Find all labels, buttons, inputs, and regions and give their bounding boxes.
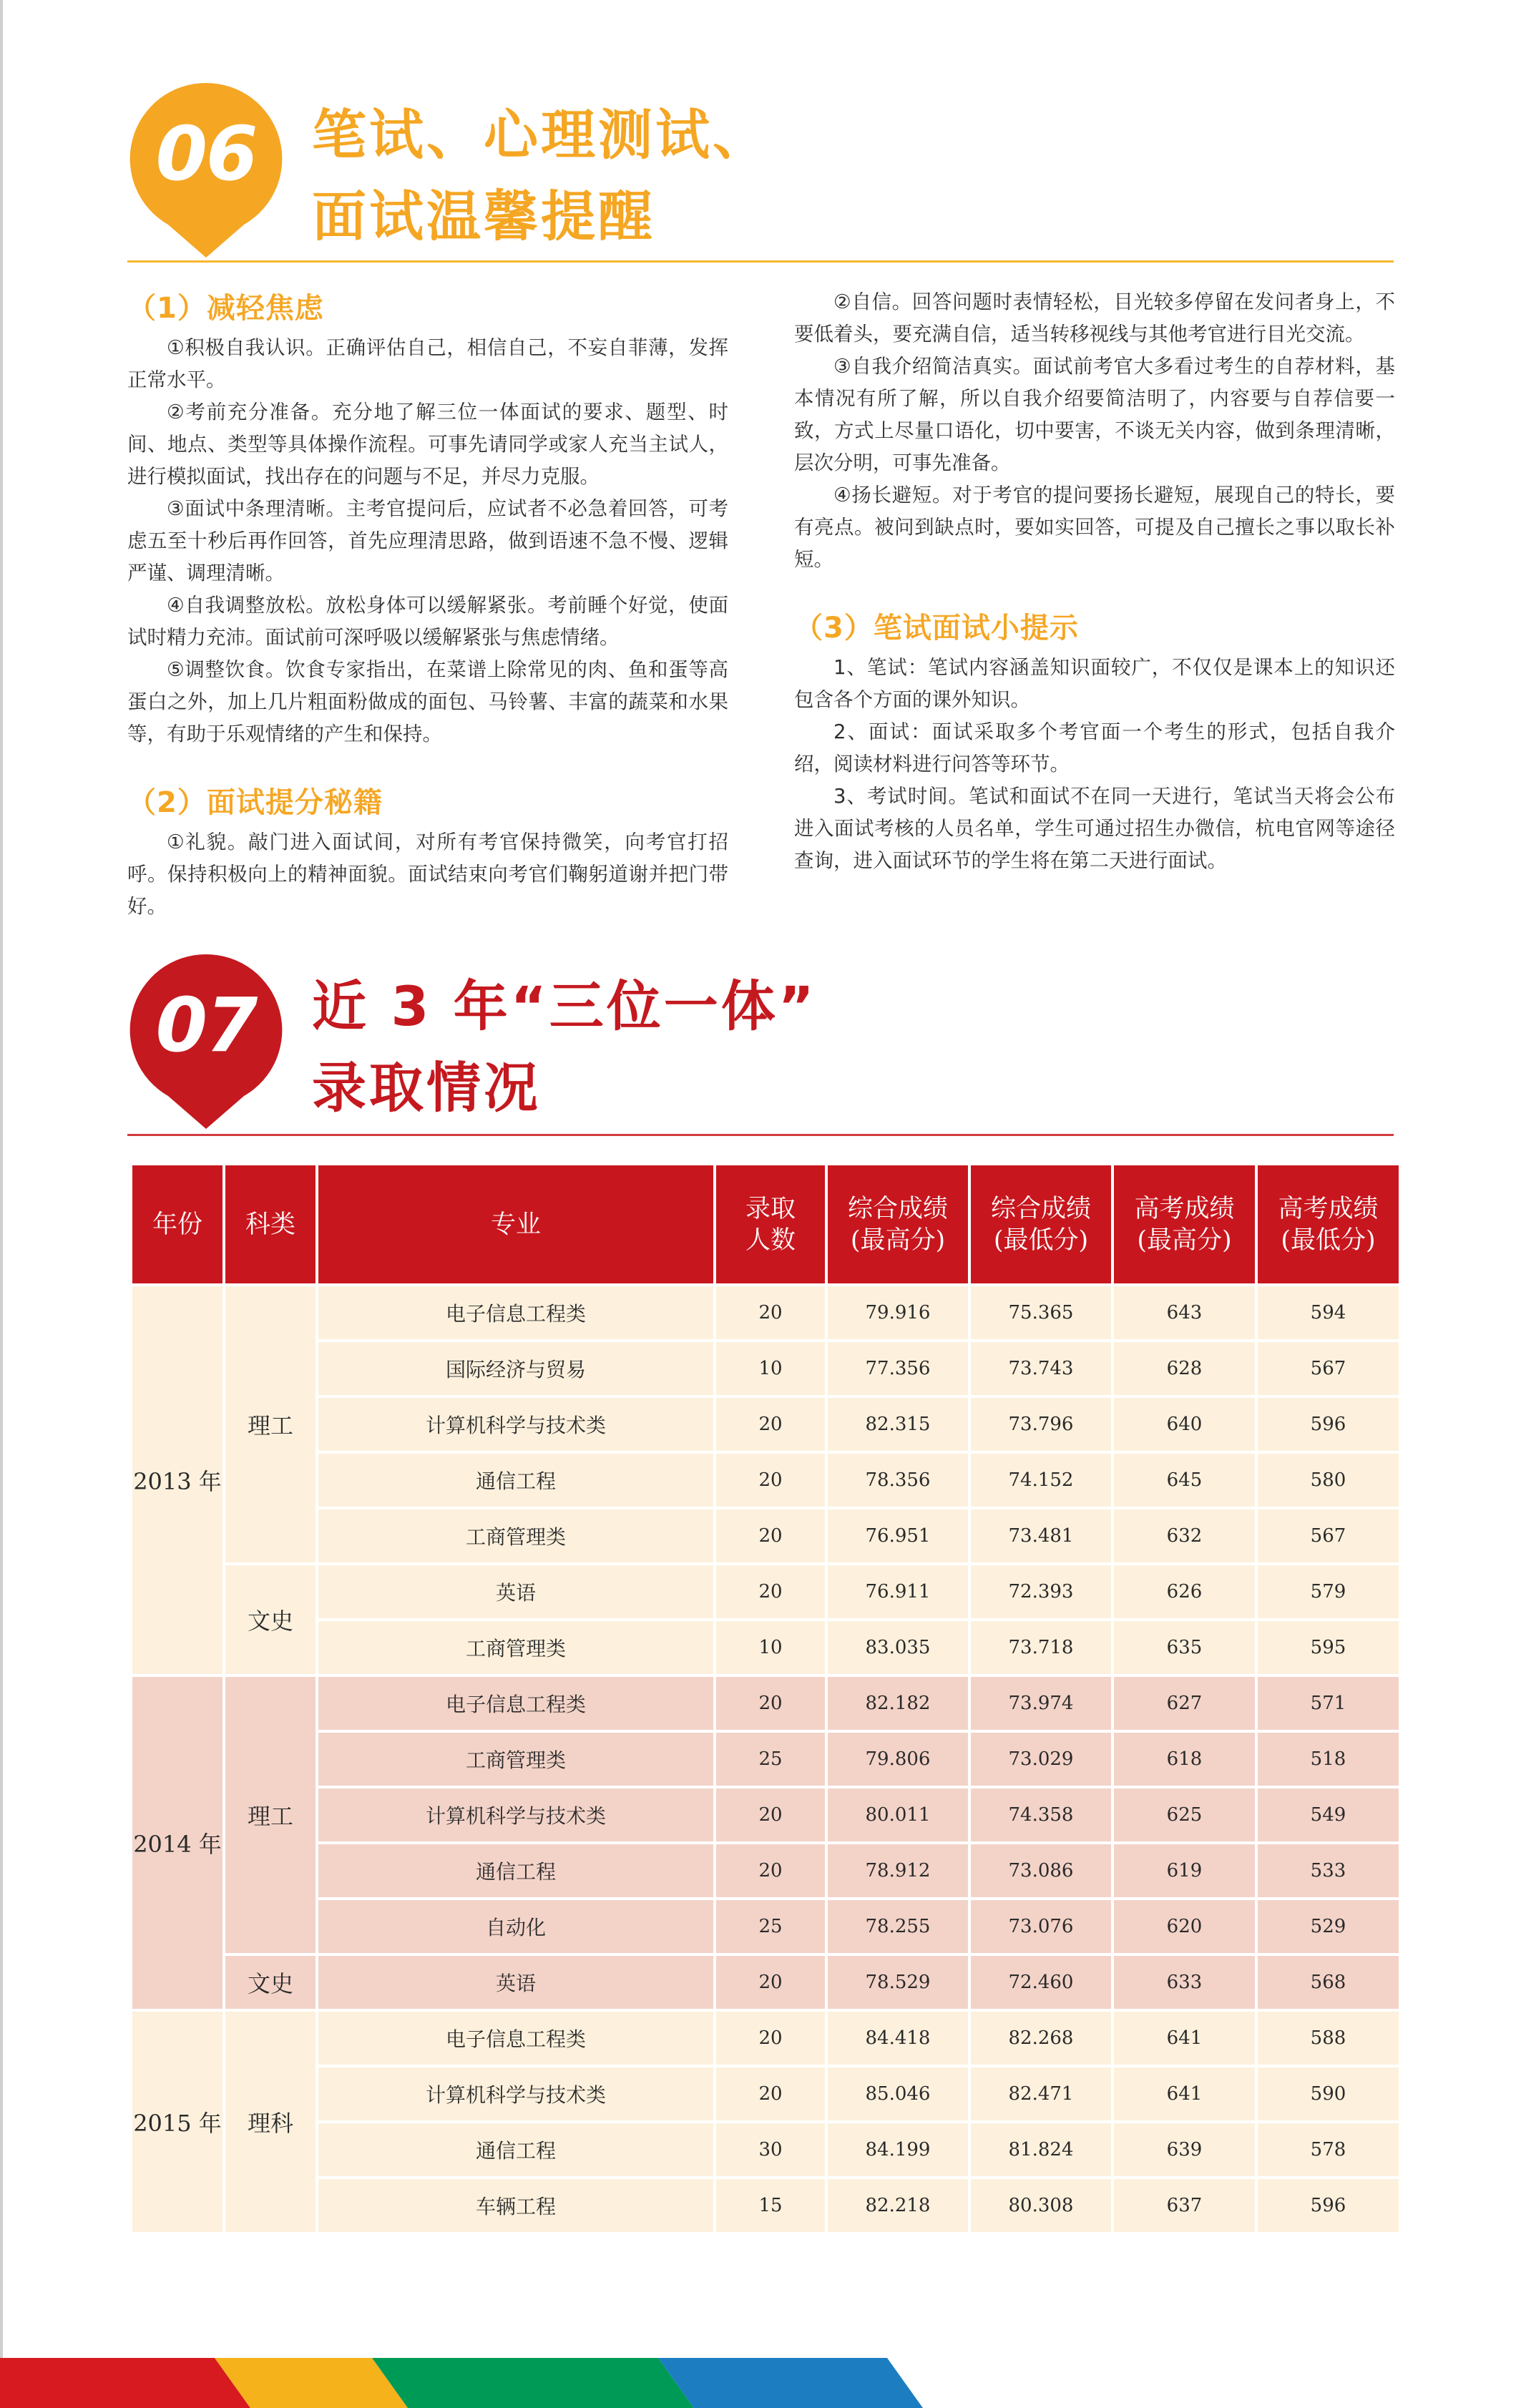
cell-gk-min: 588 <box>1256 2010 1400 2066</box>
paragraph: ④自我调整放松。放松身体可以缓解紧张。考前睡个好觉，使面试时精力充沛。面试前可深呼吸以缓解紧张与焦虑情绪。 <box>127 594 728 649</box>
cell-major: 电子信息工程类 <box>317 1675 715 1731</box>
right-text-column <box>794 286 1395 877</box>
table-row <box>131 1954 1400 2010</box>
cell-count: 20 <box>715 1285 826 1341</box>
header-gk-max <box>1112 1164 1256 1285</box>
cell-comp-min: 73.086 <box>969 1843 1112 1899</box>
table-row <box>131 1564 1400 1620</box>
cell-count: 20 <box>715 1452 826 1508</box>
cell-gk-min: 568 <box>1256 1954 1400 2010</box>
admission-table-container <box>129 1163 1399 2235</box>
section-07-title-line2: 录取情况 <box>312 1056 541 1120</box>
cell-gk-min: 594 <box>1256 1285 1400 1341</box>
cell-comp-max: 84.199 <box>826 2122 969 2178</box>
cell-count: 20 <box>715 1564 826 1620</box>
cell-comp-min: 73.076 <box>969 1899 1112 1954</box>
cell-gk-max: 619 <box>1112 1843 1256 1899</box>
cell-count: 10 <box>715 1341 826 1396</box>
paragraph: 3、考试时间。笔试和面试不在同一天进行，笔试当天将会公布进入面试考核的人员名单，学生可通过招生办微信，杭电官网等途径查询，进入面试环节的学生将在第二天进行面试。 <box>794 785 1395 872</box>
table-row <box>131 1341 1400 1396</box>
cell-count: 25 <box>715 1899 826 1954</box>
cell-gk-min: 595 <box>1256 1620 1400 1675</box>
cell-category: 理科 <box>224 2010 317 2233</box>
cell-major: 通信工程 <box>317 2122 715 2178</box>
cell-gk-min: 529 <box>1256 1899 1400 1954</box>
table-row <box>131 1899 1400 1954</box>
cell-gk-max: 627 <box>1112 1675 1256 1731</box>
cell-comp-min: 80.308 <box>969 2178 1112 2233</box>
cell-year: 2015 年 <box>131 2010 224 2233</box>
header-category: 科类 <box>224 1164 317 1285</box>
cell-comp-max: 83.035 <box>826 1620 969 1675</box>
header-major: 专业 <box>317 1164 715 1285</box>
header-gk-max-line1: 高考成绩 <box>1134 1194 1235 1223</box>
cell-category: 文史 <box>224 1954 317 2010</box>
cell-category: 理工 <box>224 1285 317 1564</box>
page-edge-line <box>0 0 3 2408</box>
table-row <box>131 2066 1400 2122</box>
header-comp-min-line1: 综合成绩 <box>990 1194 1091 1223</box>
cell-gk-max: 633 <box>1112 1954 1256 2010</box>
cell-comp-min: 73.029 <box>969 1731 1112 1787</box>
table-row <box>131 1620 1400 1675</box>
header-count <box>715 1164 826 1285</box>
cell-comp-max: 82.182 <box>826 1675 969 1731</box>
header-year: 年份 <box>131 1164 224 1285</box>
cell-comp-max: 80.011 <box>826 1787 969 1843</box>
left-text-column <box>127 286 728 923</box>
paragraph: ②自信。回答问题时表情轻松，目光较多停留在发问者身上，不要低着头，要充满自信，适当转移视线与其他考官进行目光交流。 <box>794 290 1395 346</box>
cell-major: 车辆工程 <box>317 2178 715 2233</box>
table-row <box>131 2178 1400 2233</box>
cell-gk-min: 596 <box>1256 2178 1400 2233</box>
cell-major: 电子信息工程类 <box>317 1285 715 1341</box>
paragraph: ⑤调整饮食。饮食专家指出，在菜谱上除常见的肉、鱼和蛋等高蛋白之外，加上几片粗面粉做成的面包、马铃薯、丰富的蔬菜和水果等，有助于乐观情绪的产生和保持。 <box>127 658 728 745</box>
cell-gk-max: 643 <box>1112 1285 1256 1341</box>
header-comp-max-line1: 综合成绩 <box>847 1194 948 1223</box>
cell-comp-min: 82.471 <box>969 2066 1112 2122</box>
table-row <box>131 2122 1400 2178</box>
paragraph: ③自我介绍简洁真实。面试前考官大多看过考生的自荐材料，基本情况有所了解，所以自我介绍要简洁明了，内容要与自荐信要一致，方式上尽量口语化，切中要害，不谈无关内容，做到条理清晰，层次分明，可事先准备。 <box>794 355 1395 474</box>
paragraph: ④扬长避短。对于考官的提问要扬长避短，展现自己的特长，要有亮点。被问到缺点时，要如实回答，可提及自己擅长之事以取长补短。 <box>794 484 1395 571</box>
cell-gk-min: 596 <box>1256 1396 1400 1452</box>
table-row <box>131 1285 1400 1341</box>
header-count-line1: 录取 <box>745 1194 796 1223</box>
table-body <box>131 1285 1400 2233</box>
cell-major: 计算机科学与技术类 <box>317 2066 715 2122</box>
cell-comp-max: 76.951 <box>826 1508 969 1564</box>
spacer <box>794 576 1395 606</box>
section-07-number: 07 <box>155 982 257 1069</box>
header-comp-min <box>969 1164 1112 1285</box>
cell-comp-min: 72.460 <box>969 1954 1112 2010</box>
table-header-row <box>131 1164 1400 1285</box>
section-06-divider <box>127 260 1394 263</box>
header-gk-min <box>1256 1164 1400 1285</box>
table-row <box>131 1787 1400 1843</box>
cell-gk-max: 620 <box>1112 1899 1256 1954</box>
paragraph: 1、笔试：笔试内容涵盖知识面较广，不仅仅是课本上的知识还包含各个方面的课外知识。 <box>794 656 1395 711</box>
cell-major: 工商管理类 <box>317 1508 715 1564</box>
section-06-title-line1: 笔试、心理测试、 <box>312 103 770 167</box>
cell-major: 计算机科学与技术类 <box>317 1396 715 1452</box>
cell-major: 通信工程 <box>317 1843 715 1899</box>
cell-comp-min: 72.393 <box>969 1564 1112 1620</box>
paragraph: 2、面试：面试采取多个考官面一个考生的形式，包括自我介绍，阅读材料进行问答等环节。 <box>794 720 1395 775</box>
cell-gk-max: 635 <box>1112 1620 1256 1675</box>
header-gk-max-line2: (最高分) <box>1137 1225 1232 1255</box>
section-06-title-line2: 面试温馨提醒 <box>312 185 655 248</box>
cell-comp-max: 78.529 <box>826 1954 969 2010</box>
cell-count: 15 <box>715 2178 826 2233</box>
table-row <box>131 1508 1400 1564</box>
cell-comp-min: 73.718 <box>969 1620 1112 1675</box>
header-gk-min-line2: (最低分) <box>1281 1225 1376 1255</box>
cell-gk-max: 628 <box>1112 1341 1256 1396</box>
cell-count: 20 <box>715 2066 826 2122</box>
cell-comp-min: 74.152 <box>969 1452 1112 1508</box>
cell-comp-min: 81.824 <box>969 2122 1112 2178</box>
cell-major: 通信工程 <box>317 1452 715 1508</box>
subheading-interview-tips: （2）面试提分秘籍 <box>127 786 383 819</box>
section-07-header <box>127 951 1394 1137</box>
cell-gk-max: 632 <box>1112 1508 1256 1564</box>
bottom-color-stripes <box>0 2358 930 2408</box>
cell-count: 20 <box>715 1675 826 1731</box>
table-row <box>131 1843 1400 1899</box>
table-row <box>131 2010 1400 2066</box>
admission-table <box>129 1163 1402 2235</box>
cell-category: 文史 <box>224 1564 317 1675</box>
cell-comp-max: 76.911 <box>826 1564 969 1620</box>
table-row <box>131 1452 1400 1508</box>
cell-major: 自动化 <box>317 1899 715 1954</box>
cell-count: 20 <box>715 1396 826 1452</box>
cell-gk-min: 578 <box>1256 2122 1400 2178</box>
cell-comp-min: 73.974 <box>969 1675 1112 1731</box>
cell-gk-max: 637 <box>1112 2178 1256 2233</box>
table-row <box>131 1731 1400 1787</box>
paragraph: ③面试中条理清晰。主考官提问后，应试者不必急着回答，可考虑五至十秒后再作回答，首先应理清思路，做到语速不急不慢、逻辑严谨、调理清晰。 <box>127 497 728 584</box>
cell-gk-min: 533 <box>1256 1843 1400 1899</box>
cell-comp-max: 78.912 <box>826 1843 969 1899</box>
cell-gk-max: 618 <box>1112 1731 1256 1787</box>
table-row <box>131 1675 1400 1731</box>
header-count-line2: 人数 <box>745 1225 796 1255</box>
section-07-pin-badge <box>127 951 285 1132</box>
cell-gk-min: 549 <box>1256 1787 1400 1843</box>
cell-year: 2014 年 <box>131 1675 224 2010</box>
cell-major: 工商管理类 <box>317 1620 715 1675</box>
cell-comp-min: 75.365 <box>969 1285 1112 1341</box>
cell-count: 20 <box>715 1843 826 1899</box>
cell-major: 英语 <box>317 1564 715 1620</box>
section-07-divider <box>127 1134 1394 1136</box>
cell-year: 2013 年 <box>131 1285 224 1675</box>
cell-comp-max: 82.218 <box>826 2178 969 2233</box>
cell-comp-max: 77.356 <box>826 1341 969 1396</box>
cell-gk-min: 579 <box>1256 1564 1400 1620</box>
section-07-title <box>312 966 817 1129</box>
cell-comp-min: 73.796 <box>969 1396 1112 1452</box>
cell-count: 25 <box>715 1731 826 1787</box>
cell-gk-max: 641 <box>1112 2010 1256 2066</box>
cell-comp-max: 78.255 <box>826 1899 969 1954</box>
cell-count: 30 <box>715 2122 826 2178</box>
cell-gk-min: 567 <box>1256 1508 1400 1564</box>
cell-count: 20 <box>715 1508 826 1564</box>
cell-comp-max: 82.315 <box>826 1396 969 1452</box>
header-gk-min-line1: 高考成绩 <box>1278 1194 1379 1223</box>
table-row <box>131 1396 1400 1452</box>
cell-comp-min: 73.743 <box>969 1341 1112 1396</box>
cell-count: 20 <box>715 1787 826 1843</box>
cell-gk-max: 641 <box>1112 2066 1256 2122</box>
cell-gk-max: 645 <box>1112 1452 1256 1508</box>
cell-gk-min: 580 <box>1256 1452 1400 1508</box>
cell-major: 国际经济与贸易 <box>317 1341 715 1396</box>
cell-major: 电子信息工程类 <box>317 2010 715 2066</box>
subheading-exam-tips: （3）笔试面试小提示 <box>794 612 1079 645</box>
cell-comp-min: 82.268 <box>969 2010 1112 2066</box>
cell-comp-max: 84.418 <box>826 2010 969 2066</box>
spacer <box>127 750 728 780</box>
cell-gk-min: 518 <box>1256 1731 1400 1787</box>
cell-comp-max: 85.046 <box>826 2066 969 2122</box>
header-comp-max <box>826 1164 969 1285</box>
cell-gk-max: 626 <box>1112 1564 1256 1620</box>
cell-gk-max: 625 <box>1112 1787 1256 1843</box>
cell-category: 理工 <box>224 1675 317 1954</box>
cell-gk-min: 571 <box>1256 1675 1400 1731</box>
paragraph: ②考前充分准备。充分地了解三位一体面试的要求、题型、时间、地点、类型等具体操作流程。可事先请同学或家人充当主试人，进行模拟面试，找出存在的问题与不足，并尽力克服。 <box>127 401 728 488</box>
cell-comp-min: 73.481 <box>969 1508 1112 1564</box>
header-comp-max-line2: (最高分) <box>850 1225 946 1255</box>
cell-count: 20 <box>715 2010 826 2066</box>
section-06-header <box>127 80 1394 266</box>
cell-comp-max: 78.356 <box>826 1452 969 1508</box>
header-comp-min-line2: (最低分) <box>993 1225 1089 1255</box>
subheading-reduce-anxiety: （1）减轻焦虑 <box>127 292 324 325</box>
cell-gk-max: 639 <box>1112 2122 1256 2178</box>
cell-major: 计算机科学与技术类 <box>317 1787 715 1843</box>
cell-gk-max: 640 <box>1112 1396 1256 1452</box>
section-07-title-line1: 近 3 年“三位一体” <box>312 974 817 1038</box>
cell-gk-min: 590 <box>1256 2066 1400 2122</box>
section-06-pin-badge <box>127 80 285 260</box>
paragraph: ①礼貌。敲门进入面试间，对所有考官保持微笑，向考官打招呼。保持积极向上的精神面貌。面试结束向考官们鞠躬道谢并把门带好。 <box>127 831 728 918</box>
cell-count: 20 <box>715 1954 826 2010</box>
cell-count: 10 <box>715 1620 826 1675</box>
cell-comp-max: 79.806 <box>826 1731 969 1787</box>
paragraph: ①积极自我认识。正确评估自己，相信自己，不妄自菲薄，发挥正常水平。 <box>127 336 728 391</box>
cell-comp-min: 74.358 <box>969 1787 1112 1843</box>
cell-gk-min: 567 <box>1256 1341 1400 1396</box>
cell-comp-max: 79.916 <box>826 1285 969 1341</box>
cell-major: 工商管理类 <box>317 1731 715 1787</box>
cell-major: 英语 <box>317 1954 715 2010</box>
section-06-number: 06 <box>155 110 257 197</box>
section-06-title <box>312 94 770 258</box>
